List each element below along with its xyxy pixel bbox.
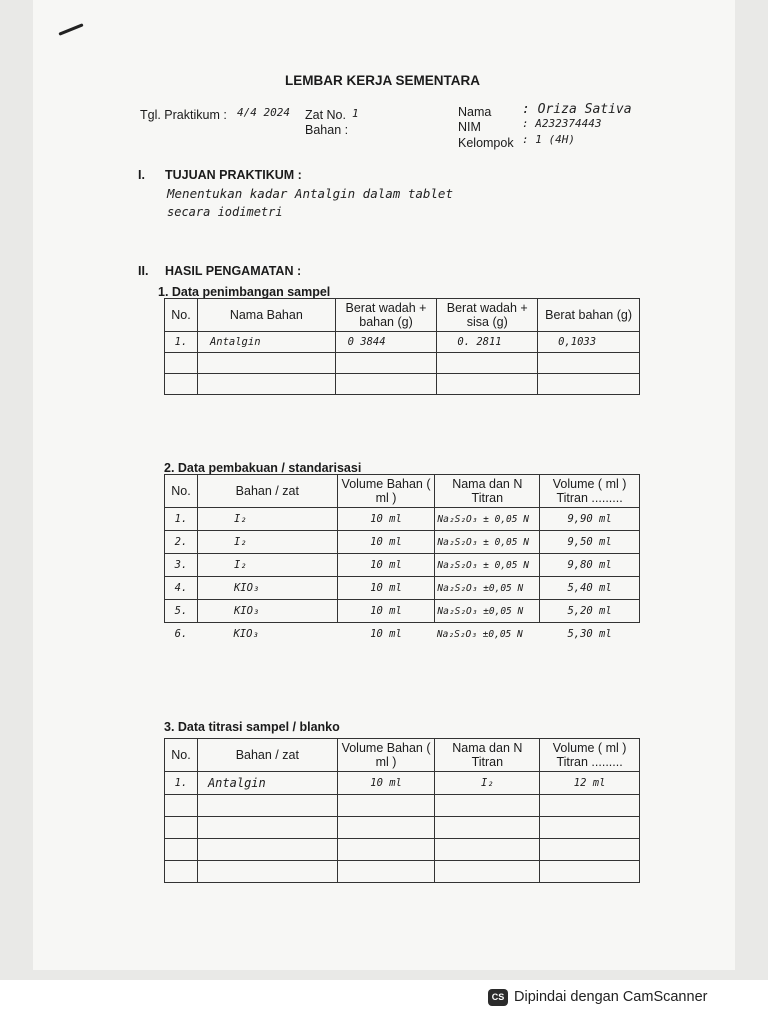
cell: I₂ — [197, 554, 337, 577]
section-1-number: I. — [138, 168, 145, 182]
header-cell: Volume Bahan ( ml ) — [337, 475, 435, 508]
cell: 1. — [165, 772, 198, 795]
table-row — [165, 839, 640, 861]
cell: 5,20 ml — [540, 600, 640, 623]
cell: Antalgin — [197, 332, 335, 353]
tujuan-line-2: secara iodimetri — [167, 205, 283, 219]
section-1-heading: TUJUAN PRAKTIKUM : — [165, 168, 302, 182]
table-row — [165, 577, 640, 600]
zat-value: 1 — [352, 107, 359, 120]
cell: 9,80 ml — [540, 554, 640, 577]
tujuan-line-1: Menentukan kadar Antalgin dalam tablet — [167, 186, 453, 201]
cell: 10 ml — [337, 600, 435, 623]
table-pembakuan — [164, 474, 640, 646]
cell: KIO₃ — [233, 628, 259, 641]
header-cell: Volume Bahan ( ml ) — [337, 739, 435, 772]
cell: 1. — [165, 508, 198, 531]
cell: 6. — [174, 628, 188, 641]
cell: 5. — [165, 600, 198, 623]
table-row — [165, 600, 640, 623]
table-row — [165, 374, 640, 395]
table-1-title: 1. Data penimbangan sampel — [158, 285, 331, 299]
nama-value: : Oriza Sativa — [522, 102, 632, 117]
page-title: LEMBAR KERJA SEMENTARA — [285, 73, 481, 88]
section-2-number: II. — [138, 264, 149, 278]
cell: 10 ml — [337, 508, 435, 531]
table-row — [165, 353, 640, 374]
cell: Na₂S₂O₃ ± 0,05 N — [435, 531, 540, 554]
cell: 9,90 ml — [540, 508, 640, 531]
kelompok-value: : 1 (4H) — [522, 133, 575, 146]
cell: 5,40 ml — [540, 577, 640, 600]
cell: Na₂S₂O₃ ±0,05 N — [435, 577, 540, 600]
nim-value: : A232374443 — [522, 117, 602, 130]
cell: 2. — [165, 531, 198, 554]
tgl-value: 4/4 2024 — [237, 106, 290, 119]
table-row — [165, 772, 640, 795]
cell: 0. 2811 — [437, 332, 538, 353]
cell: 9,50 ml — [540, 531, 640, 554]
cell: 10 ml — [337, 577, 435, 600]
header-cell: No. — [165, 739, 198, 772]
cell: Antalgin — [197, 772, 337, 795]
header-cell: Nama dan N Titran — [435, 739, 540, 772]
cell: KIO₃ — [197, 600, 337, 623]
cell: I₂ — [197, 508, 337, 531]
cell: 10 ml — [337, 772, 435, 795]
cell: Na₂S₂O₃ ±0,05 N — [436, 628, 523, 640]
header-cell: Berat bahan (g) — [538, 299, 640, 332]
cell: I₂ — [197, 531, 337, 554]
table-row — [165, 531, 640, 554]
header-cell: Bahan / zat — [197, 475, 337, 508]
header-cell: Berat wadah + bahan (g) — [335, 299, 437, 332]
cell: KIO₃ — [197, 577, 337, 600]
camscanner-watermark: Dipindai dengan CamScanner — [514, 989, 708, 1005]
header-cell: Nama dan N Titran — [435, 475, 540, 508]
bahan-label: Bahan : — [305, 123, 349, 137]
table-row — [165, 795, 640, 817]
camscanner-logo-icon: CS — [488, 989, 508, 1006]
header-cell: Nama Bahan — [197, 299, 335, 332]
table-2-title: 2. Data pembakuan / standarisasi — [164, 461, 362, 475]
nama-label: Nama — [458, 105, 492, 119]
cell: 1. — [165, 332, 198, 353]
cell: 0 3844 — [335, 332, 437, 353]
cell: 10 ml — [370, 628, 402, 641]
cell: 12 ml — [540, 772, 640, 795]
cell: 3. — [165, 554, 198, 577]
table-row — [165, 623, 640, 646]
table-row — [165, 817, 640, 839]
tgl-label: Tgl. Praktikum : — [140, 108, 227, 122]
header-cell: Volume ( ml ) Titran ......... — [540, 475, 640, 508]
header-cell: Bahan / zat — [197, 739, 337, 772]
cell: 10 ml — [337, 531, 435, 554]
table-3-title: 3. Data titrasi sampel / blanko — [164, 720, 340, 734]
cell: I₂ — [435, 772, 540, 795]
table-row — [165, 332, 640, 353]
cell: 0,1033 — [538, 332, 640, 353]
header-cell: No. — [165, 475, 198, 508]
table-row — [165, 861, 640, 883]
kelompok-label: Kelompok — [458, 136, 514, 150]
header-cell: Berat wadah + sisa (g) — [437, 299, 538, 332]
table-penimbangan — [164, 298, 640, 395]
table-row — [165, 508, 640, 531]
nim-label: NIM — [458, 120, 481, 134]
table-row — [165, 554, 640, 577]
zat-label: Zat No. — [305, 108, 346, 122]
cell: 10 ml — [337, 554, 435, 577]
cell: Na₂S₂O₃ ±0,05 N — [435, 600, 540, 623]
cell: Na₂S₂O₃ ± 0,05 N — [435, 554, 540, 577]
cell: 5,30 ml — [567, 628, 612, 641]
cell: 4. — [165, 577, 198, 600]
table-titrasi — [164, 738, 640, 883]
header-cell: No. — [165, 299, 198, 332]
section-2-heading: HASIL PENGAMATAN : — [165, 264, 302, 278]
cell: Na₂S₂O₃ ± 0,05 N — [435, 508, 540, 531]
header-cell: Volume ( ml ) Titran ......... — [540, 739, 640, 772]
